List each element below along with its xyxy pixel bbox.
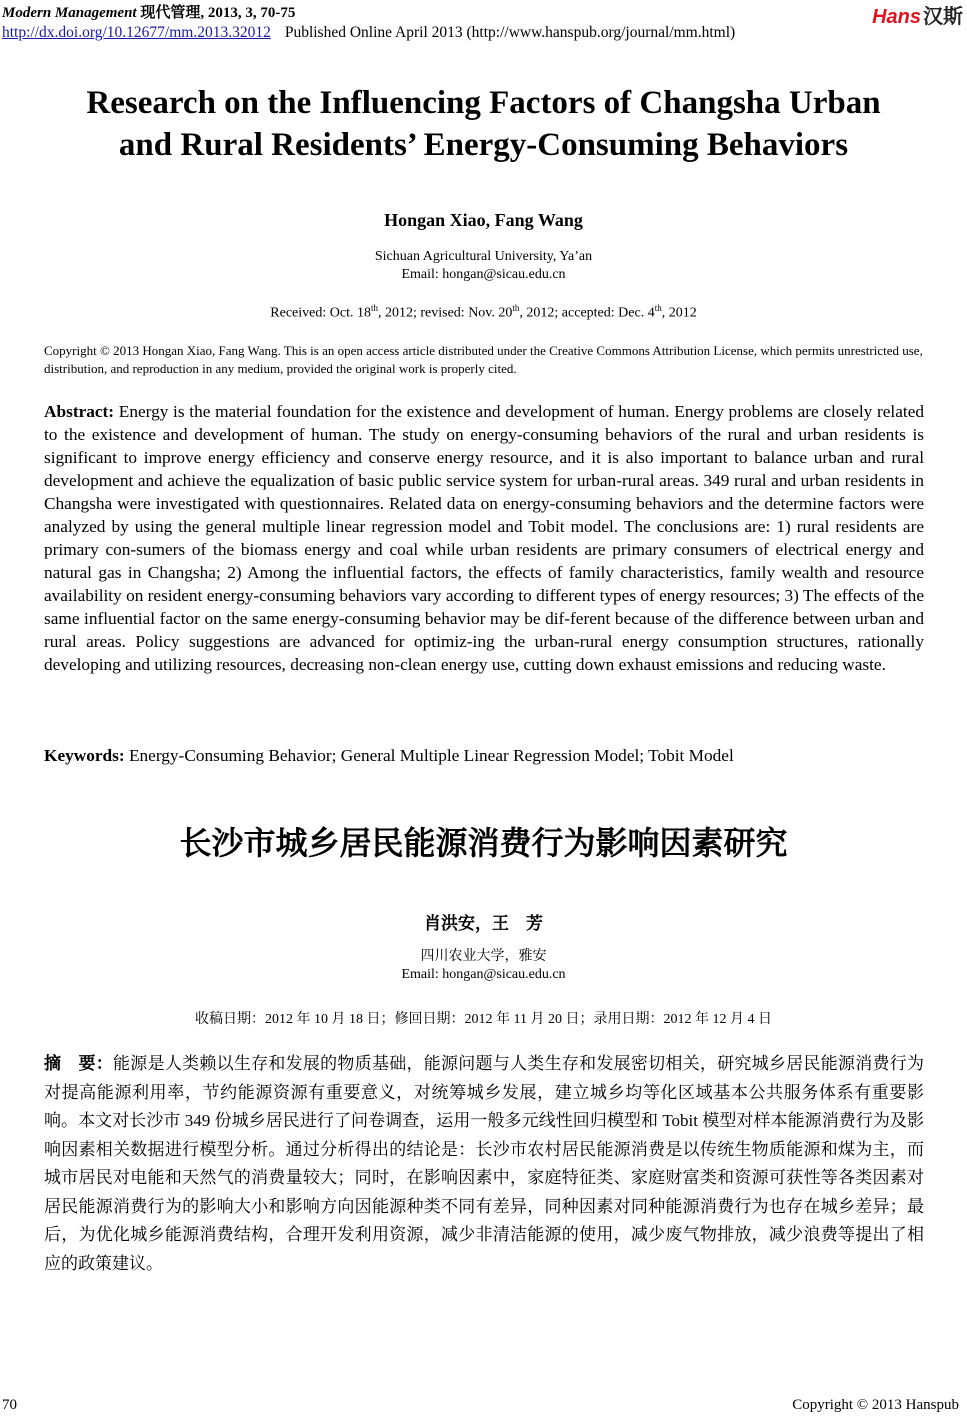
keywords-label: Keywords:: [44, 746, 125, 765]
affiliation: Sichuan Agricultural University, Ya’an: [374, 249, 593, 264]
revised-date: , 2012; revised: Nov. 20: [377, 305, 513, 321]
chinese-abstract: [44, 1050, 924, 1278]
journal-header: [2, 1, 295, 22]
doi-link[interactable]: http://dx.doi.org/10.12677/mm.2013.32012: [2, 24, 271, 41]
title-line-1: Research on the Influencing Factors of Changsha Urban: [86, 85, 881, 121]
english-affiliation-block: [0, 248, 967, 284]
published-online: Published Online April 2013 (http://www.hanspub.org/journal/mm.html): [284, 24, 736, 41]
abstract-text: Energy is the material foundation for the existence and development of human. Energy problems are closely related to the existence and development of human. The study on energy-consuming behaviors of the rural and urban residents is significant to improve energy efficiency and conserve energy resource, and it is also important to balance urban and rural development and achieve the equalization of basic public service system for urban-rural areas. 349 rural and urban residents in Changsha were investigated with questionnaires. Related data on energy-consuming behaviors and the determine factors were analyzed by using the general multiple linear regression model and Tobit model. The conclusions are: 1) rural residents are primary con-sumers of the biomass energy and coal while urban residents are primary consumers of electrical energy and natural gas in Changsha; 2) Among the influential factors, the effects of family characteristics, family wealth and resource availability on resident energy-consuming behaviors vary according to different types of energy resources; 3) The effects of the same influential factor on the same energy-consuming behavior may be dif-ferent because of the difference between urban and rural areas. Policy suggestions are advanced for optimiz-ing the urban-rural energy consumption structures, rationally developing and utilizing resources, decreasing non-clean energy use, cutting down exhaust emissions and reducing waste.: [44, 402, 925, 674]
copyright-notice: Copyright © 2013 Hongan Xiao, Fang Wang. This is an open access article distributed under the Creative Commons Attribution License, which permits unrestricted use, distribution, and reproduction in any medium, provided the original work is properly cited.: [44, 343, 923, 376]
ordinal-suffix: th: [370, 303, 378, 313]
chinese-authors: 肖洪安，王 芳: [424, 914, 543, 933]
publication-line: [2, 24, 735, 42]
english-authors: Hongan Xiao, Fang Wang: [384, 210, 583, 230]
title-line-2: and Rural Residents’ Energy-Consuming Behaviors: [118, 127, 849, 163]
chinese-dates: 收稿日期：2012 年 10 月 18 日；修回日期：2012 年 11 月 20 日；录用日期：2012 年 12 月 4 日: [195, 1012, 772, 1027]
journal-name: Modern Management: [2, 5, 137, 21]
chinese-email: Email: hongan@sicau.edu.cn: [401, 967, 566, 982]
page-number: 70: [2, 1397, 17, 1413]
email: Email: hongan@sicau.edu.cn: [401, 267, 566, 282]
english-title: [0, 82, 967, 166]
chinese-affiliation-block: [0, 948, 967, 984]
received-date: Received: Oct. 18: [270, 305, 371, 321]
logo-latin: Hans: [872, 6, 921, 28]
journal-issue-info: 现代管理, 2013, 3, 70-75: [140, 5, 296, 21]
footer-copyright: Copyright © 2013 Hanspub: [792, 1397, 959, 1413]
english-abstract: [44, 400, 924, 676]
chinese-title: 长沙市城乡居民能源消费行为影响因素研究: [179, 824, 788, 862]
chinese-affiliation: 四川农业大学，雅安: [420, 949, 547, 964]
chinese-abstract-text: 能源是人类赖以生存和发展的物质基础，能源问题与人类生存和发展密切相关，研究城乡居民能源消费行为对提高能源利用率，节约能源资源有重要意义，对统筹城乡发展，建立城乡均等化区域基本公共服务体系有重要影响。本文对长沙市 349 份城乡居民进行了问卷调查，运用一般多元线性回归模型和 Tobit 模型对样本能源消费行为及影响因素相关数据进行模型分析。通过分析得出的结论是：长沙市农村居民能源消费是以传统生物质能源和煤为主，而城市居民对电能和天然气的消费量较大；同时，在影响因素中，家庭特征类、家庭财富类和资源可获性等各类因素对居民能源消费行为的影响大小和影响方向因能源种类不同有差异，同种因素对同种能源消费行为也存在城乡差异；最后，为优化城乡能源消费结构，合理开发利用资源，减少非清洁能源的使用，减少废气物排放，减少浪费等提出了相应的政策建议。: [44, 1054, 925, 1273]
abstract-label: Abstract:: [44, 402, 115, 421]
english-dates: [0, 303, 967, 322]
chinese-abstract-label: 摘 要：: [44, 1054, 114, 1073]
ordinal-suffix: th: [512, 303, 520, 313]
hanspub-logo: [872, 0, 963, 29]
logo-chinese: 汉斯: [923, 6, 963, 28]
accepted-date: , 2012; accepted: Dec. 4: [519, 305, 655, 321]
accepted-year: , 2012: [661, 305, 697, 321]
english-keywords: [44, 746, 924, 766]
ordinal-suffix: th: [654, 303, 662, 313]
keywords-text: Energy-Consuming Behavior; General Multiple Linear Regression Model; Tobit Model: [128, 746, 734, 765]
